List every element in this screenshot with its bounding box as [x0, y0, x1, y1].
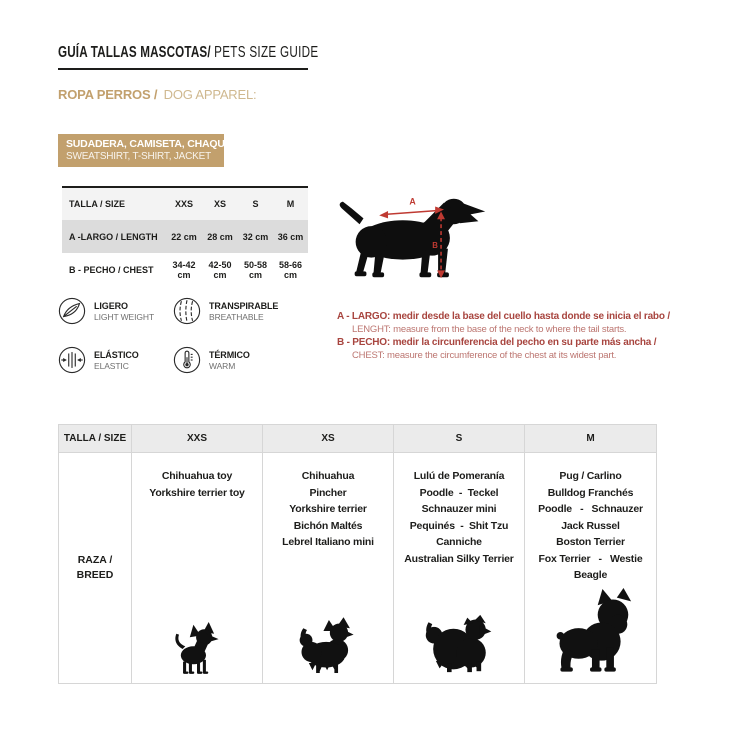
chest-m: 58-66 cm: [278, 259, 303, 280]
size-table-chest-row: [62, 253, 308, 286]
breed-item: Schnauzer mini: [421, 503, 497, 515]
breed-item: Lulú de Pomeranía: [413, 470, 505, 482]
breed-cell-m: [525, 453, 657, 684]
note-chest-en: CHEST: measure the circumference of the chest at its widest part.: [352, 349, 617, 361]
category-banner-en: SWEATSHIRT, T-SHIRT, JACKET: [66, 151, 211, 162]
pomeranian-silhouette: [423, 611, 495, 676]
length-row-label: A -LARGO / LENGTH: [69, 231, 158, 242]
feature-elastic-en: ELASTIC: [94, 360, 129, 371]
feature-lightweight-es: LIGERO: [94, 300, 128, 311]
feature-lightweight-en: LIGHT WEIGHT: [94, 311, 155, 322]
breathable-icon: [173, 297, 201, 325]
feature-warm-en: WARM: [209, 360, 236, 371]
page-title-en: PETS SIZE GUIDE: [214, 44, 319, 61]
raza-breed-cell: [59, 453, 132, 684]
size-table-header-m: M: [286, 199, 295, 209]
category-banner: [58, 134, 248, 167]
elastic-icon: [58, 346, 86, 374]
size-table-header-s: S: [252, 199, 259, 209]
breed-item: Poodle - Schnauzer: [538, 503, 643, 515]
breed-item: Fox Terrier - Westie: [538, 552, 643, 565]
size-table-header-xs: XS: [213, 199, 226, 209]
breed-cell-xs: [263, 453, 394, 684]
feature-breathable-en: BREATHABLE: [209, 311, 264, 322]
labrador-silhouette: [336, 186, 498, 286]
length-xxs: 22 cm: [171, 231, 197, 242]
raza-label-line1: RAZA /: [77, 554, 113, 566]
note-chest-es: B - PECHO: medir la circunferencia del pecho en su parte más ancha /: [337, 337, 657, 348]
label-a: A: [409, 196, 416, 207]
breed-item: Yorkshire terrier: [289, 503, 367, 515]
breed-item: Pincher: [309, 486, 347, 499]
breed-item: Lebrel Italiano mini: [282, 536, 374, 548]
chest-xs: 42-50 cm: [208, 259, 232, 280]
measurement-notes: [337, 311, 709, 363]
chest-row-label: B - PECHO / CHEST: [69, 264, 154, 275]
length-m: 36 cm: [277, 231, 304, 242]
feature-lightweight: [58, 297, 173, 325]
section-label: [58, 87, 256, 102]
breed-table-body-row: [59, 453, 657, 684]
chest-s: 50-58 cm: [243, 259, 268, 280]
breed-item: Chihuahua toy: [161, 470, 233, 482]
breed-cell-s: [394, 453, 525, 684]
measurement-diagram: [336, 186, 498, 288]
label-b: B: [432, 240, 438, 250]
breed-item: Boston Terrier: [556, 536, 625, 548]
breed-item: Canniche: [436, 536, 482, 548]
feather-icon: [58, 297, 86, 325]
breed-header-xs: XS: [263, 425, 394, 453]
page-title-es: GUÍA TALLAS MASCOTAS/: [58, 44, 211, 61]
breed-item: Australian Silky Terrier: [404, 552, 514, 565]
breed-header-talla: TALLA / SIZE: [59, 425, 132, 453]
feature-breathable: [173, 297, 278, 325]
section-label-es: ROPA PERROS /: [58, 87, 158, 102]
category-banner-es: SUDADERA, CAMISETA, CHAQUETA/: [66, 138, 248, 150]
chihuahua-silhouette: [169, 622, 225, 676]
breed-table-header-row: [59, 425, 657, 453]
feature-warm: [173, 346, 278, 374]
feature-list: [58, 297, 278, 374]
feature-breathable-es: TRANSPIRABLE: [209, 300, 279, 311]
breed-header-s: S: [394, 425, 525, 453]
length-xs: 28 cm: [207, 231, 233, 242]
breed-item: Chihuahua: [301, 470, 355, 482]
longhair-chihuahua-silhouette: [296, 617, 360, 676]
breed-item: Yorkshire terrier toy: [149, 486, 245, 499]
breed-cell-xxs: [132, 453, 263, 684]
note-length-es: A - LARGO: medir desde la base del cuello hasta donde se inicia el rabo /: [337, 311, 670, 322]
length-s: 32 cm: [242, 231, 269, 242]
breed-item: Bichón Maltés: [293, 519, 363, 532]
size-table-header-talla: TALLA / SIZE: [69, 199, 125, 209]
breed-header-xxs: XXS: [132, 425, 263, 453]
breed-item: Pug / Carlino: [559, 470, 622, 482]
size-table-header-xxs: XXS: [174, 199, 193, 209]
breed-item: Pequinés - Shit Tzu: [409, 519, 509, 532]
size-table-length-row: [62, 220, 308, 253]
note-length-en: LENGHT: measure from the base of the neck to where the tail starts.: [352, 323, 627, 335]
raza-label-line2: BREED: [76, 569, 114, 581]
breed-item: Beagle: [573, 569, 608, 581]
feature-elastic-es: ELÁSTICO: [94, 349, 139, 360]
breed-item: Poodle - Teckel: [419, 486, 499, 499]
breed-item: Jack Russel: [561, 519, 620, 532]
feature-warm-es: TÉRMICO: [209, 349, 250, 360]
french-bulldog-silhouette: [548, 588, 634, 676]
page-title: [58, 44, 319, 70]
breed-item: Bulldog Franchés: [547, 486, 634, 499]
breed-table: [58, 424, 657, 684]
size-table: [62, 186, 308, 286]
chest-xxs: 34-42 cm: [172, 259, 196, 280]
size-table-header-row: [62, 187, 308, 220]
feature-elastic: [58, 346, 173, 374]
thermometer-icon: [173, 346, 201, 374]
breed-header-m: M: [525, 425, 657, 453]
section-label-en: DOG APPAREL:: [163, 87, 257, 102]
